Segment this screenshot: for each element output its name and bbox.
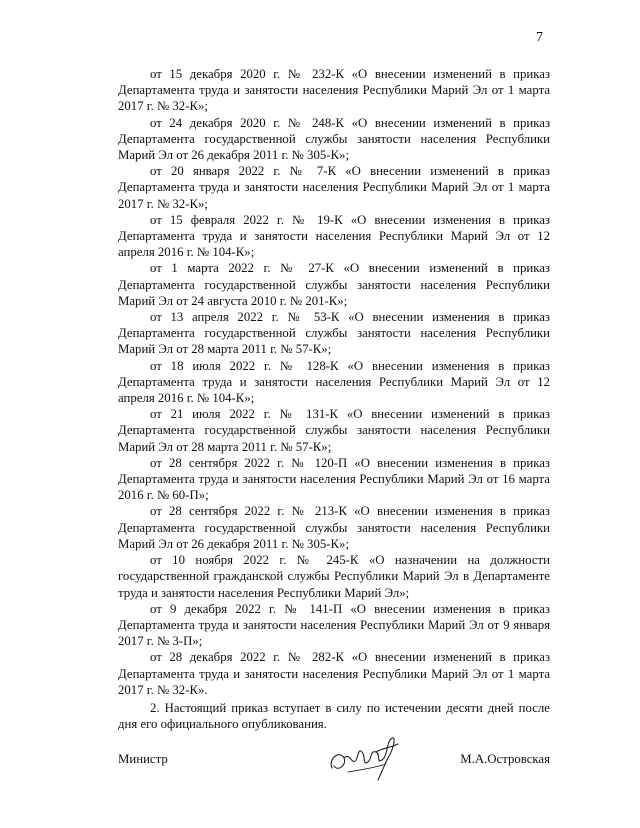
page-number: 7 bbox=[536, 30, 543, 45]
order-item: от 9 декабря 2022 г. № 141-П «О внесении изменения в приказ Департамента труда и занятости населения Республики Марий Эл от 9 января 2017 г. № 3-П»; bbox=[118, 601, 550, 649]
order-item: от 18 июля 2022 г. № 128-К «О внесении изменения в приказ Департамента труда и занятости населения Республики Марий Эл от 12 апреля 2016 г. № 104-К»; bbox=[118, 358, 550, 406]
order-item: от 20 января 2022 г. № 7-К «О внесении изменений в приказ Департамента труда и занятости населения Республики Марий Эл от 1 марта 2017 г. № 32-К»; bbox=[118, 164, 550, 211]
signatory-title: Министр bbox=[118, 752, 168, 766]
order-item: от 1 марта 2022 г. № 27-К «О внесении изменений в приказ Департамента государственной службы занятости населения Республики Марий Эл от 24 августа 2010 г. № 201-К»; bbox=[118, 261, 550, 308]
order-item: от 28 сентября 2022 г. № 213-К «О внесении изменения в приказ Департамента государственной службы занятости населения Республики Марий Эл от 26 декабря 2011 г. № 305-К»; bbox=[118, 504, 550, 551]
order-item: от 21 июля 2022 г. № 131-К «О внесении изменений в приказ Департамента государственной службы занятости населения Республики Марий Эл от 28 марта 2011 г. № 57-К»; bbox=[118, 407, 550, 454]
order-item: от 15 декабря 2020 г. № 232-К «О внесении изменений в приказ Департамента труда и занятости населения Республики Марий Эл от 1 марта 2017 г. № 32-К»; bbox=[118, 67, 550, 114]
order-item: от 13 апреля 2022 г. № 53-К «О внесении изменения в приказ Департамента государственной службы занятости населения Республики Марий Эл от 28 марта 2011 г. № 57-К»; bbox=[118, 310, 550, 357]
signature-block bbox=[118, 746, 550, 786]
order-item: от 24 декабря 2020 г. № 248-К «О внесении изменений в приказ Департамента государственной службы занятости населения Республики Марий Эл от 26 декабря 2011 г. № 305-К»; bbox=[118, 115, 550, 163]
order-item: от 28 сентября 2022 г. № 120-П «О внесении изменения в приказ Департамента труда и занятости населения Республики Марий Эл от 16 марта 2016 г. № 60-П»; bbox=[118, 455, 550, 503]
order-item: от 15 февраля 2022 г. № 19-К «О внесении изменения в приказ Департамента труда и занятости населения Республики Марий Эл от 12 апреля 2016 г. № 104-К»; bbox=[118, 212, 550, 260]
order-item: от 28 декабря 2022 г. № 282-К «О внесении изменений в приказ Департамента труда и занятости населения Республики Марий Эл от 1 марта 2017 г. № 32-К». bbox=[118, 650, 550, 697]
handwritten-signature bbox=[326, 728, 404, 782]
order-item: от 10 ноября 2022 г. № 245-К «О назначении на должности государственной гражданской службы Республики Марий Эл в Департаменте труда и занятости населения Республики Марий Эл»; bbox=[118, 553, 550, 600]
document-body bbox=[118, 66, 550, 732]
effective-date-clause: 2. Настоящий приказ вступает в силу по истечении десяти дней после дня его официального опубликования. bbox=[118, 700, 550, 732]
signatory-name: М.А.Островская bbox=[460, 752, 550, 766]
